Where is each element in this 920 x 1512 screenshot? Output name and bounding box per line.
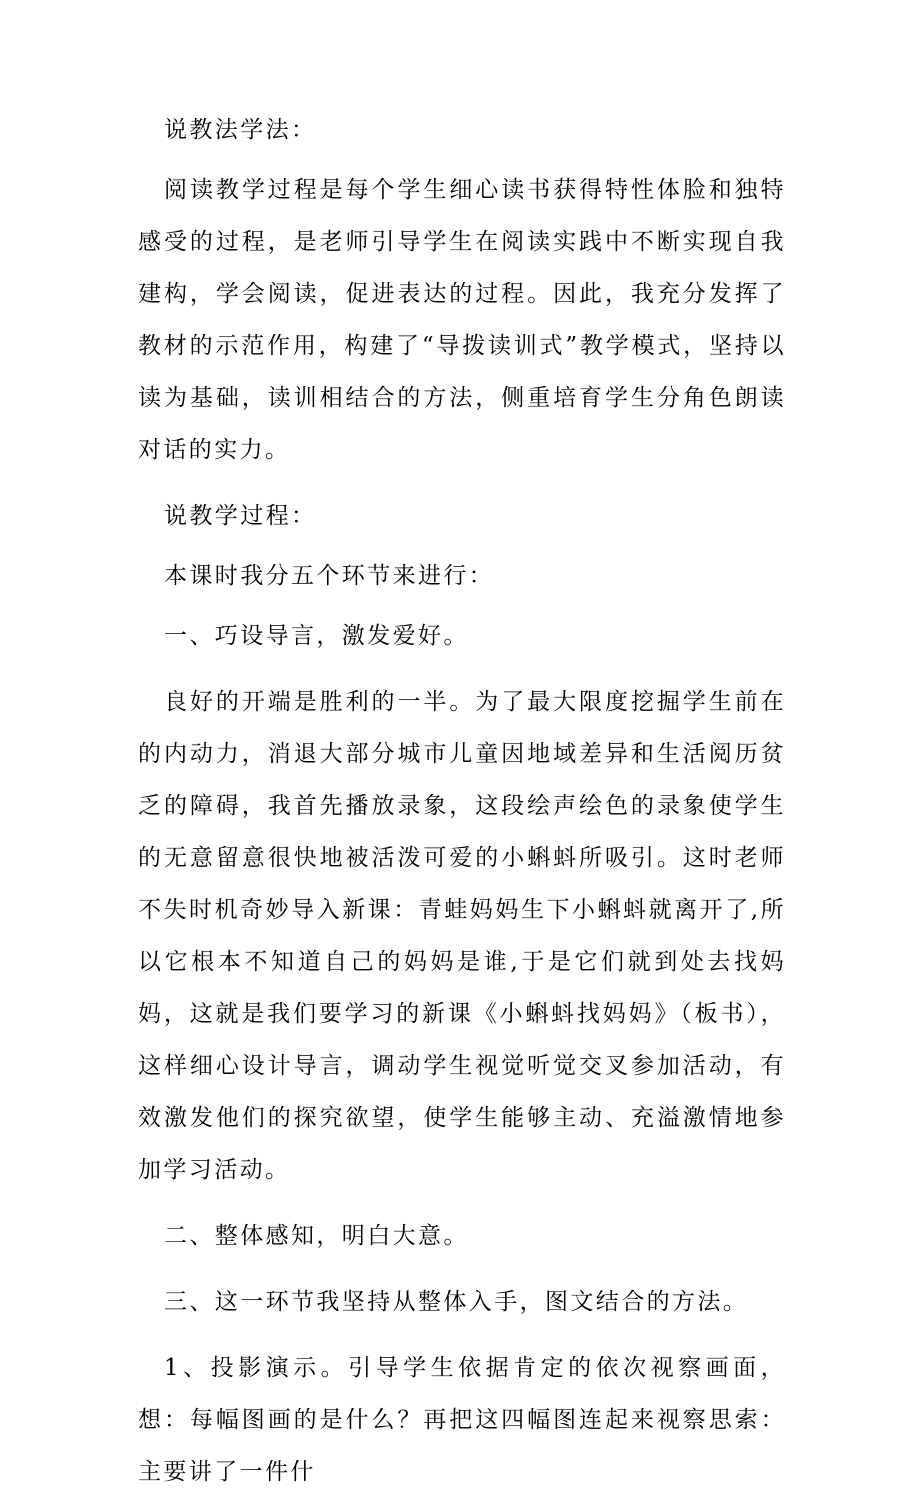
paragraph-projection-demo: 1、投影演示。引导学生依据肯定的依次视察画面，想：每幅图画的是什么？再把这四幅图连起来视察思索：主要讲了一件什 bbox=[138, 1355, 786, 1485]
heading-teaching-process: 说教学过程： bbox=[164, 503, 317, 529]
heading-step-three: 三、这一环节我坚持从整体入手，图文结合的方法。 bbox=[164, 1289, 749, 1315]
paragraph-step-one-body: 良好的开端是胜利的一半。为了最大限度挖掘学生前在的内动力，消退大部分城市儿童因地域差异和生活阅历贫乏的障碍，我首先播放录象，这段绘声绘色的录象使学生的无意留意很快地被活泼可爱的小蝌蚪所吸引。这时老师不失时机奇妙导入新课：青蛙妈妈生下小蝌蚪就离开了,所以它根本不知道自己的妈妈是谁,于是它们就到处去找妈妈，这就是我们要学习的新课《小蝌蚪找妈妈》（板书），这样细心设计导言，调动学生视觉听觉交叉参加活动，有效激发他们的探究欲望，使学生能够主动、充溢激情地参加学习活动。 bbox=[138, 689, 786, 1183]
heading-step-one: 一、巧设导言，激发爱好。 bbox=[164, 623, 469, 649]
heading-teaching-methods: 说教法学法： bbox=[164, 117, 317, 143]
paragraph-reading-teaching: 阅读教学过程是每个学生细心读书获得特性体脸和独特感受的过程，是老师引导学生在阅读实践中不断实现自我建构，学会阅读，促进表达的过程。因此，我充分发挥了教材的示范作用，构建了“导拨读训式”教学模式，坚持以读为基础，读训相结合的方法，侧重培育学生分角色朗读对话的实力。 bbox=[138, 177, 786, 463]
paragraph-five-steps: 本课时我分五个环节来进行： bbox=[164, 563, 495, 589]
heading-step-two: 二、整体感知，明白大意。 bbox=[164, 1223, 469, 1249]
